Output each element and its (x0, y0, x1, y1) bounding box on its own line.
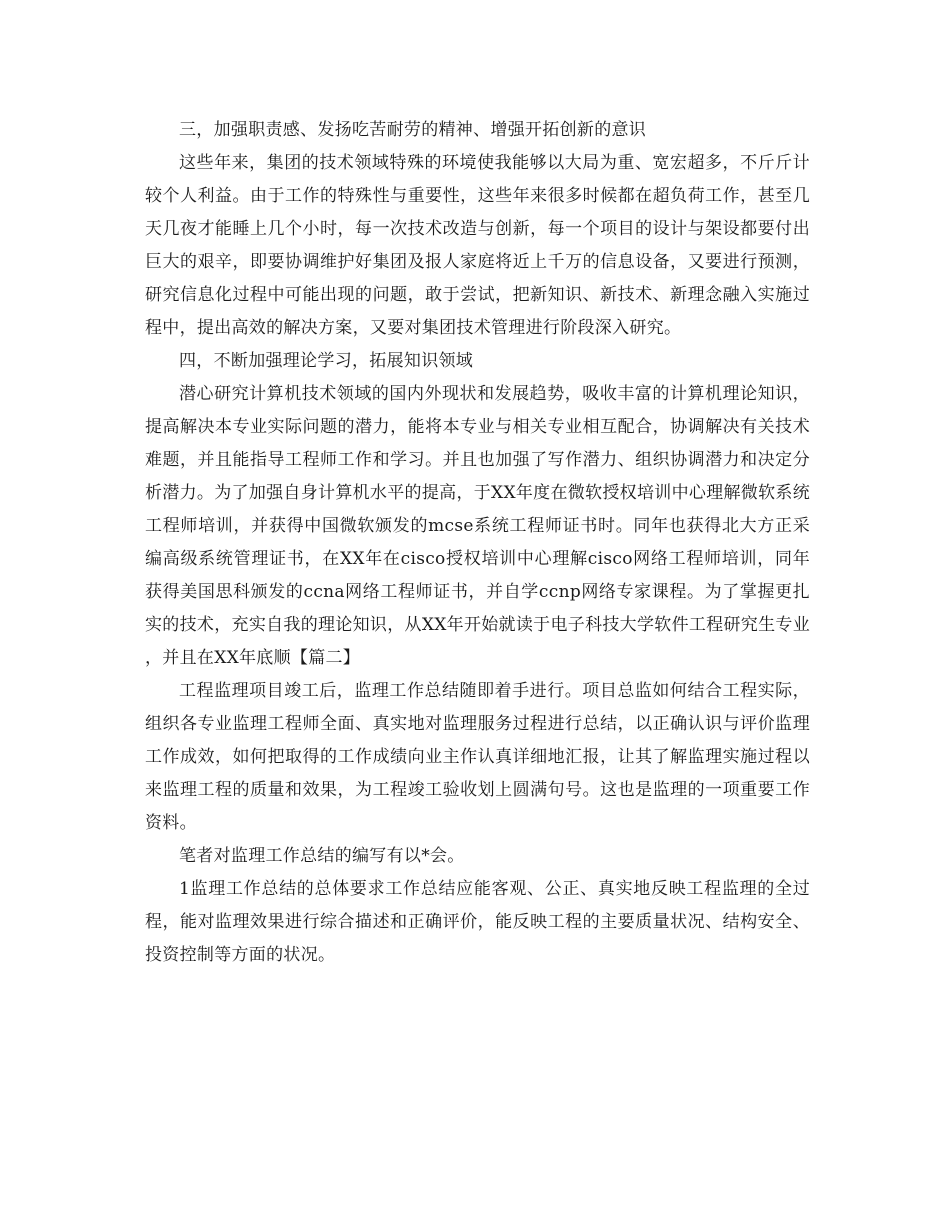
paragraph-theory-study: 潜心研究计算机技术领域的国内外现状和发展趋势，吸收丰富的计算机理论知识，提高解决本专业实际问题的潜力，能将本专业与相关专业相互配合，协调解决有关技术难题，并且能指导工程师工作和学习。并且也加强了写作潜力、组织协调潜力和决定分析潜力。为了加强自身计算机水平的提高，于XX年度在微软授权培训中心理解微软系统工程师培训，并获得中国微软颁发的mcse系统工程师证书时。同年也获得北大方正采编高级系统管理证书，在XX年在cisco授权培训中心理解cisco网络工程师培训，同年获得美国思科颁发的ccna网络工程师证书，并自学ccnp网络专家课程。为了掌握更扎实的技术，充实自我的理论知识，从XX年开始就读于电子科技大学软件工程研究生专业，并且在XX年底顺【篇二】 (145, 384, 810, 668)
paragraph-supervision-intro: 工程监理项目竣工后，监理工作总结随即着手进行。项目总监如何结合工程实际，组织各专业监理工程师全面、真实地对监理服务过程进行总结，以正确认识与评价监理工作成效，如何把取得的工作成绩向业主作认真详细地汇报，让其了解监理实施过程以来监理工程的质量和效果，为工程竣工验收划上圆满句号。这也是监理的一项重要工作资料。 (145, 681, 810, 833)
section-heading-4: 四，不断加强理论学习，拓展知识领域 (179, 351, 474, 371)
paragraph-author-note: 笔者对监理工作总结的编写有以*会。 (179, 846, 465, 866)
paragraph-responsibility: 这些年来，集团的技术领域特殊的环境使我能够以大局为重、宽宏超多，不斤斤计较个人利益。由于工作的特殊性与重要性，这些年来很多时候都在超负荷工作，甚至几天几夜才能睡上几个小时，每一次技术改造与创新，每一个项目的设计与架设都要付出巨大的艰辛，即要协调维护好集团及报人家庭将近上千万的信息设备，又要进行预测，研究信息化过程中可能出现的问题，敢于尝试，把新知识、新技术、新理念融入实施过程中，提出高效的解决方案，又要对集团技术管理进行阶段深入研究。 (145, 153, 810, 338)
paragraph-general-requirements: 1监理工作总结的总体要求工作总结应能客观、公正、真实地反映工程监理的全过程，能对监理效果进行综合描述和正确评价，能反映工程的主要质量状况、结构安全、投资控制等方面的状况。 (145, 879, 810, 965)
document-body (145, 114, 810, 972)
section-heading-3: 三，加强职责感、发扬吃苦耐劳的精神、增强开拓创新的意识 (179, 120, 647, 140)
